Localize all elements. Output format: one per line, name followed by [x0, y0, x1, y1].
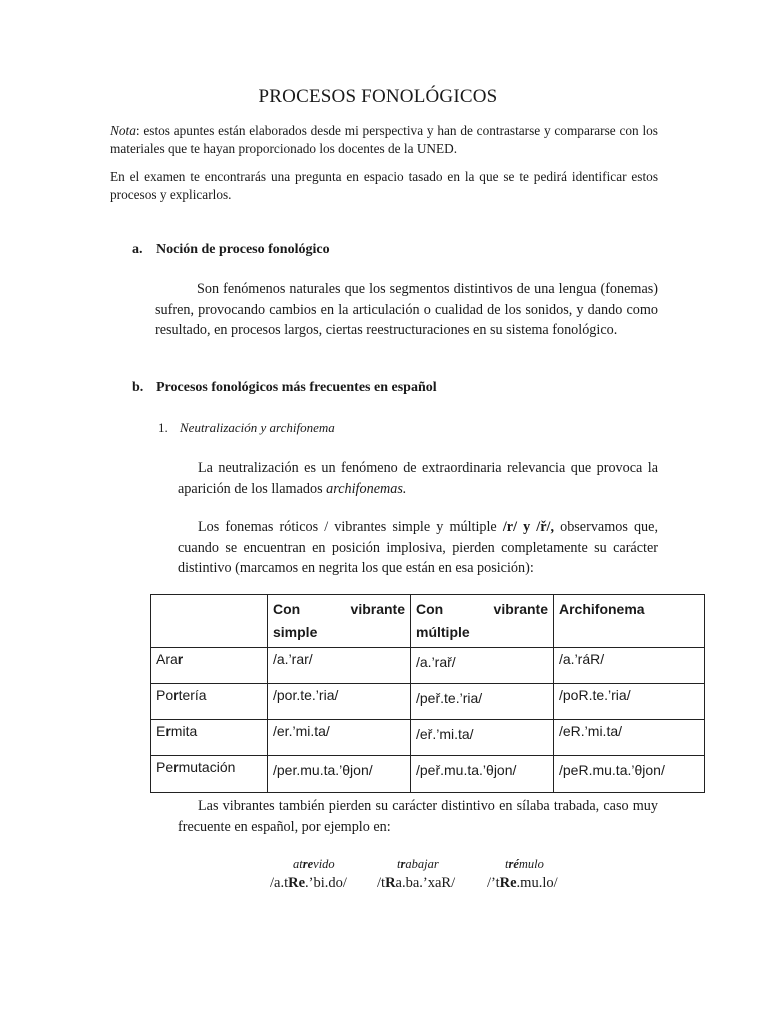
- archi-cell: /eR.’mi.ta/: [554, 720, 705, 756]
- example-transcription: [270, 875, 347, 892]
- header-multiple: [411, 595, 554, 648]
- header-simple-word-1: Con: [273, 601, 301, 617]
- table-row: [151, 720, 705, 756]
- header-simple-word-2: vibrante: [350, 601, 405, 617]
- ex-bold-part: re: [302, 857, 314, 871]
- word-part: E: [156, 723, 166, 739]
- multiple-cell: /peř.mu.ta.’θjon/: [411, 756, 554, 793]
- after-table-paragraph: Las vibrantes también pierden su carácter distintivo en sílaba trabada, caso muy frecuente en español, por ejemplo en:: [178, 798, 658, 835]
- multiple-cell: /a.’rař/: [411, 648, 554, 684]
- subsection-1-label: 1.: [158, 420, 168, 435]
- word-bold-part: r: [165, 723, 171, 739]
- section-b-title: Procesos fonológicos más frecuentes en español: [156, 380, 437, 395]
- intro-paragraph: En el examen te encontrarás una pregunta en espacio tasado en la que se te pedirá identificar estos procesos y explicarlos.: [110, 169, 658, 202]
- archi-cell: /poR.te.’ria/: [554, 684, 705, 720]
- subsection-1-title: Neutralización y archifonema: [180, 420, 335, 435]
- word-part: mutación: [178, 759, 236, 775]
- roticos-paragraph: [178, 517, 658, 579]
- simple-cell: /per.mu.ta.’θjon/: [268, 756, 411, 793]
- word-part: mita: [170, 723, 198, 739]
- table-header-row: [151, 595, 705, 648]
- header-empty-cell: [151, 595, 268, 648]
- example-word: [397, 857, 439, 872]
- ex-bold-part: Re: [288, 875, 306, 891]
- example-transcription: [487, 875, 558, 892]
- header-archifonema: [554, 595, 705, 648]
- simple-cell: /er.’mi.ta/: [268, 720, 411, 756]
- ex-part: at: [293, 857, 303, 871]
- archifonemas-term: archifonemas.: [326, 480, 407, 497]
- neutralization-paragraph: [178, 458, 658, 499]
- neutralization-text: La neutralización es un fenómeno de extraordinaria relevancia que provoca la aparición de los llamados: [178, 460, 658, 497]
- header-multiple-word-2: vibrante: [493, 601, 548, 617]
- ex-part: vido: [313, 857, 335, 871]
- section-a-label: a.: [132, 242, 143, 257]
- word-cell: [151, 684, 268, 720]
- roticos-text-c: observamos que, cuando se encuentran en posición implosiva, pierden completamente su carácter distintivo (marcamos en negrita los que están en esa posición):: [178, 519, 658, 576]
- ex-part: t: [397, 857, 401, 871]
- phoneme-table: [150, 594, 705, 793]
- word-cell: [151, 648, 268, 684]
- header-archifonema-label: Archifonema: [559, 601, 645, 617]
- ex-part: t: [505, 857, 509, 871]
- word-cell: [151, 756, 268, 793]
- word-bold-part: r: [177, 651, 184, 667]
- roticos-text-a: Los fonemas róticos / vibrantes simple y múltiple: [198, 519, 503, 535]
- ex-bold-part: Re: [499, 875, 517, 891]
- page-title: PROCESOS FONOLÓGICOS: [258, 86, 498, 107]
- word-cell: [151, 720, 268, 756]
- header-multiple-word-3: múltiple: [416, 624, 470, 640]
- ex-part: a.ba.’xaR/: [395, 875, 456, 891]
- ex-bold-part: ré: [508, 857, 519, 871]
- simple-cell: /a.’rar/: [268, 648, 411, 684]
- ex-part: .mu.lo/: [516, 875, 558, 891]
- header-simple: [268, 595, 411, 648]
- archi-cell: /a.’ráR/: [554, 648, 705, 684]
- ex-bold-part: r: [400, 857, 406, 871]
- header-simple-word-3: simple: [273, 624, 318, 640]
- ex-part: abajar: [405, 857, 439, 871]
- table-row: [151, 648, 705, 684]
- note-label: Nota: [110, 123, 136, 138]
- section-a-heading: [132, 242, 330, 258]
- subsection-1-heading: [158, 420, 335, 436]
- simple-cell: /por.te.’ria/: [268, 684, 411, 720]
- multiple-cell: /eř.’mi.ta/: [411, 720, 554, 756]
- multiple-cell: /peř.te.’ria/: [411, 684, 554, 720]
- word-part: tería: [178, 687, 207, 703]
- ex-part: mulo: [518, 857, 544, 871]
- ex-part: .’bi.do/: [305, 875, 347, 891]
- table-row: [151, 684, 705, 720]
- example-word: [505, 857, 544, 872]
- word-bold-part: r: [173, 759, 179, 775]
- section-b-label: b.: [132, 380, 144, 395]
- section-a-body: Son fenómenos naturales que los segmentos distintivos de una lengua (fonemas) sufren, provocando cambios en la articulación o cualidad de los sonidos, y dando como resultado, en procesos largos, ciertas reestructuraciones en su sistema fonológico.: [155, 281, 658, 338]
- table-row: [151, 756, 705, 793]
- roticos-phonemes: /r/ y /ř/,: [502, 519, 555, 535]
- word-part: Po: [156, 687, 174, 703]
- ex-part: /a.t: [270, 875, 289, 891]
- section-a-title: Noción de proceso fonológico: [156, 242, 330, 257]
- section-b-heading: [132, 380, 437, 396]
- note-text: : estos apuntes están elaborados desde mi perspectiva y han de contrastarse y compararse con los materiales que te hayan proporcionado los docentes de la UNED.: [110, 123, 658, 156]
- example-word: [293, 857, 335, 872]
- example-transcription: [377, 875, 455, 892]
- ex-part: /t: [377, 875, 386, 891]
- ex-bold-part: R: [385, 875, 396, 891]
- note-paragraph: [110, 122, 658, 157]
- archi-cell: /peR.mu.ta.’θjon/: [554, 756, 705, 793]
- ex-part: /’t: [487, 875, 500, 891]
- header-multiple-word-1: Con: [416, 601, 444, 617]
- word-bold-part: r: [173, 687, 179, 703]
- word-part: Ara: [156, 651, 178, 667]
- word-part: Pe: [156, 759, 174, 775]
